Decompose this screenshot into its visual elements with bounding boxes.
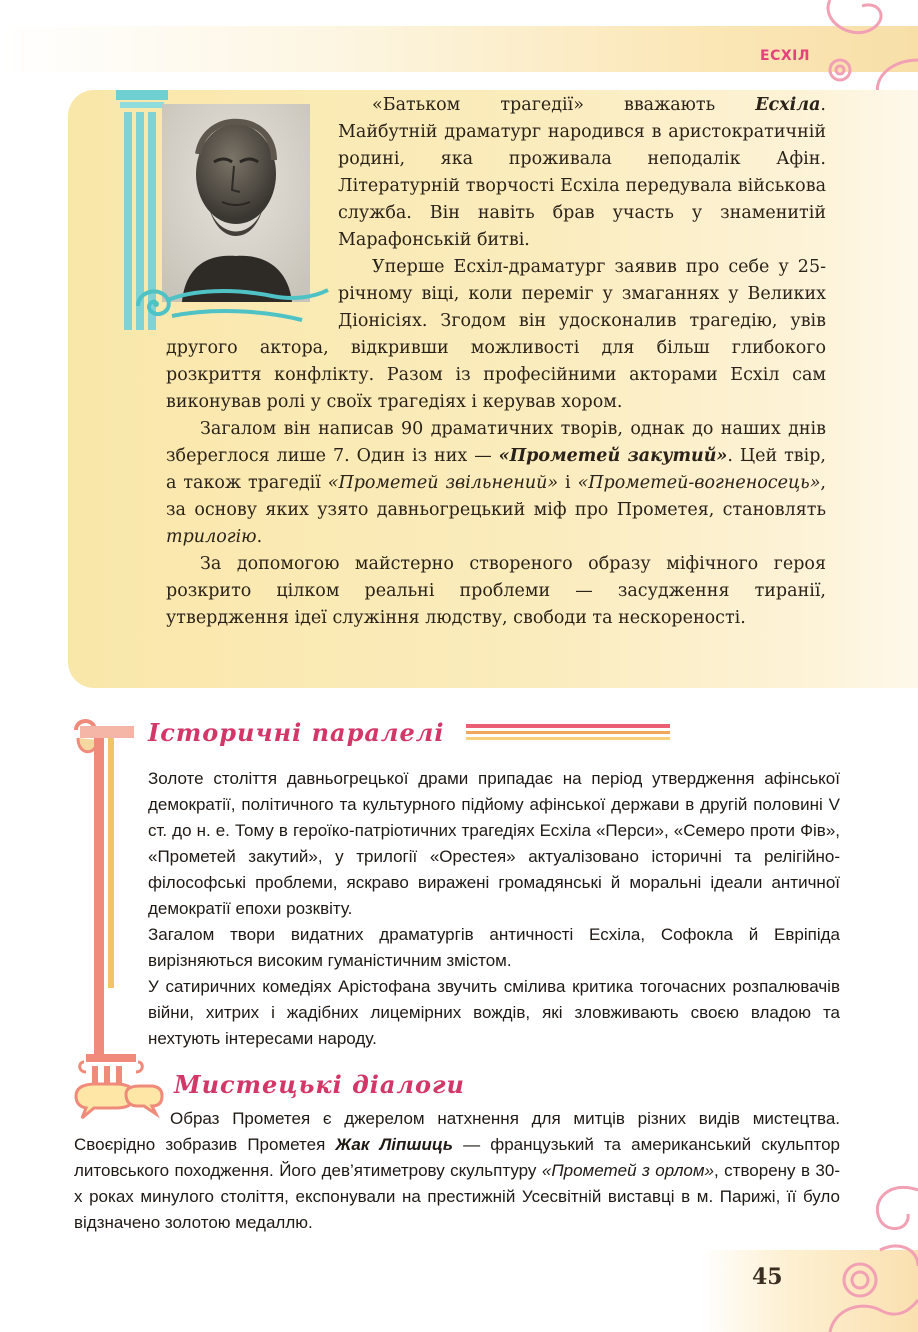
intro-paragraph-1: «Батьком трагедії» вважають Есхіла. Майбутній драматург народився в аристократичній родині, яка проживала неподалік Афін. Літературній творчості Есхіла передувала військова служба. Він навіть брав участь у знаменитій Марафонській битві.: [338, 95, 826, 250]
intro-text: [166, 92, 826, 632]
historical-paragraph-3: У сатиричних комедіях Арістофана звучить смілива критика тогочасних розпалювачів війни, хитрих і жадібних лицемірних вождів, які зловживають своєю владою та нехтують інтересами народу.: [148, 977, 840, 1048]
art-paragraph: Образ Прометея є джерелом натхнення для митців різних видів мистецтва. Своєрідно зобразив Прометея Жак Ліпшиць — французький та американський скульптор литовського походження. Його дев’ятиметрову скульптуру «Прометей з орлом», створену в 30-х роках минулого століття, експонували на престижній Усесвітній виставці в м. Парижі, її було відзначено золотою медаллю.: [74, 1109, 841, 1232]
art-text: [74, 1106, 840, 1236]
art-section-title: Мистецькі діалоги: [174, 1070, 465, 1099]
running-header: ЕСХІЛ: [760, 48, 810, 64]
intro-paragraph-2: Уперше Есхіл-драматург заявив про себе у 25-річному віці, коли переміг у змаганнях у Великих Діонісіях. Згодом він удосконалив трагедію, увів другого актора, відкривши можливості для більш глибокого розкриття конфлікту. Разом із професійними акторами Есхіл сам виконував ролі у своїх трагедіях і керував хором.: [166, 257, 826, 412]
page-number: 45: [752, 1264, 783, 1290]
portrait-spacer: [166, 92, 338, 334]
historical-section-title: Історичні паралелі: [148, 718, 445, 747]
title-underline: [466, 722, 670, 744]
historical-paragraph-2: Загалом твори видатних драматургів античності Есхіла, Софокла й Евріпіда вирізняються високим гуманістичним змістом.: [148, 925, 840, 970]
footer-band: [700, 1250, 918, 1332]
intro-paragraph-3: Загалом він написав 90 драматичних творів, однак до наших днів збереглося лише 7. Один із них — «Прометей закутий». Цей твір, а також трагедії «Прометей звільнений» і «Прометей-вогненосець», за основу яких узято давньогрецький міф про Прометея, становлять трилогію.: [166, 419, 826, 547]
historical-text: [148, 766, 840, 1052]
scroll-column-icon: [72, 716, 136, 1056]
historical-paragraph-1: Золоте століття давньогрецької драми припадає на період утвердження афінської демократії, політичного та культурного підйому афінської держави в другій половині V ст. до н. е. Тому в героїко-патріотичних трагедіях Есхіла «Перси», «Семеро проти Фів», «Прометей закутий», у трилогії «Орестея» актуалізовано історичні та релігійно-філософські проблеми, яскраво виражені громадянські й моральні ідеали античної демократії епохи розквіту.: [148, 769, 840, 918]
intro-paragraph-4: За допомогою майстерно створеного образу міфічного героя розкрито цілком реальні проблеми — засудження тиранії, утвердження ідеї служіння людству, свободи та нескореності.: [166, 554, 826, 628]
